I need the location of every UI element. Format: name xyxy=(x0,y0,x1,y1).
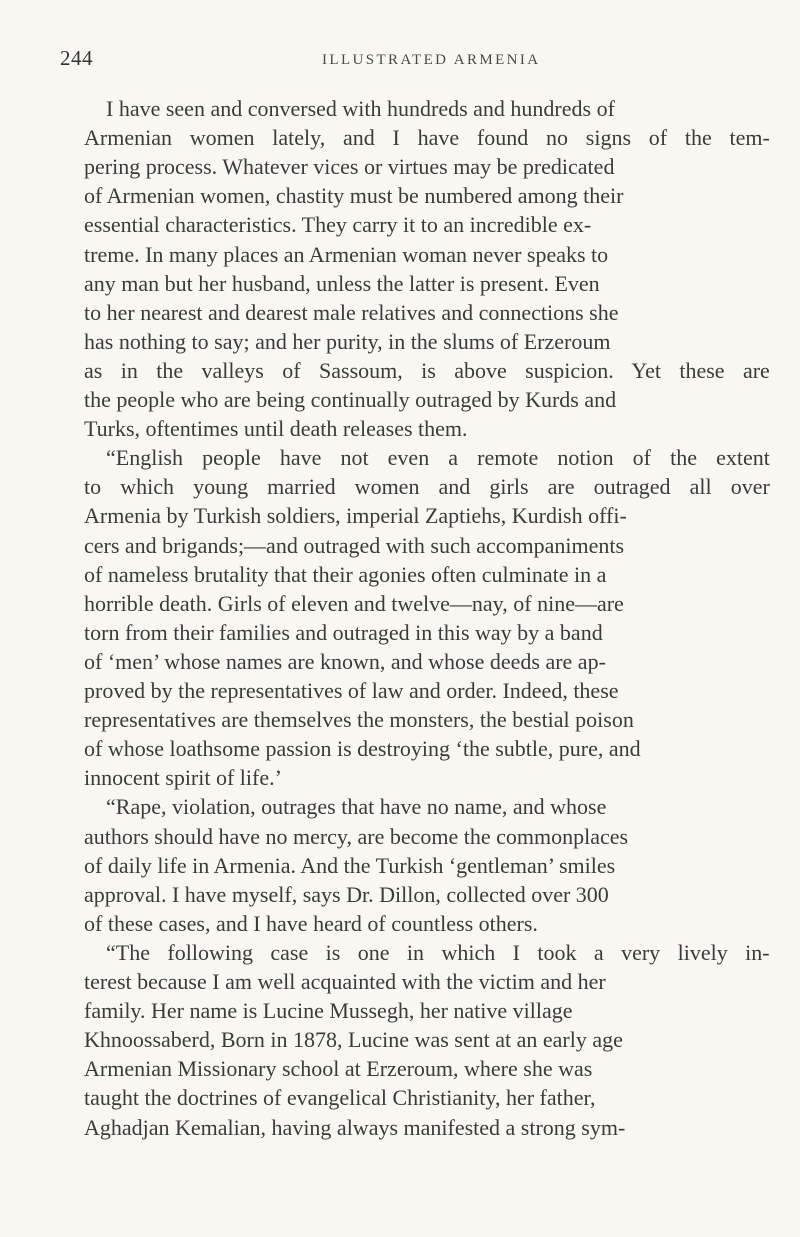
text-line: pering process. Whatever vices or virtues may be predicated xyxy=(84,154,615,180)
text-line: the people who are being continually outraged by Kurds and xyxy=(84,387,617,412)
text-line: of whose loathsome passion is destroying ‘the subtle, pure, and xyxy=(84,736,641,762)
text-line: taught the doctrines of evangelical Christianity, her father, xyxy=(84,1085,596,1111)
text-line: Aghadjan Kemalian, having always manifested a strong sym- xyxy=(84,1114,626,1140)
text-line: innocent spirit of life.’ xyxy=(84,765,282,791)
text-line: proved by the representatives of law and order. Indeed, these xyxy=(84,678,619,703)
text-line: has nothing to say; and her purity, in the slums of Erzeroum xyxy=(84,328,611,354)
text-line: of daily life in Armenia. And the Turkish ‘gentleman’ smiles xyxy=(84,852,616,878)
text-line: authors should have no mercy, are become the commonplaces xyxy=(84,823,629,849)
text-line: representatives are themselves the monsters, the bestial poison xyxy=(84,707,634,733)
text-line: any man but her husband, unless the latter is present. Even xyxy=(84,270,600,296)
text-line: of these cases, and I have heard of countless others. xyxy=(84,910,538,936)
text-line: “The following case is one in which I took a very lively in- xyxy=(106,939,770,965)
text-line: Armenian women lately, and I have found no signs of the tem- xyxy=(84,125,770,151)
text-line: torn from their families and outraged in this way by a band xyxy=(84,619,603,645)
text-line: Armenian Missionary school at Erzeroum, where she was xyxy=(84,1056,593,1082)
text-line: Turks, oftentimes until death releases them. xyxy=(84,416,468,442)
text-line: cers and brigands;—and outraged with such accompaniments xyxy=(84,532,625,558)
text-line: of Armenian women, chastity must be numbered among their xyxy=(84,183,624,209)
text-line: terest because I am well acquainted with the victim and her xyxy=(84,969,606,994)
text-line: essential characteristics. They carry it to an incredible ex- xyxy=(84,212,592,238)
text-line: horrible death. Girls of eleven and twelve—nay, of nine—are xyxy=(84,590,624,616)
text-line: “English people have not even a remote notion of the extent xyxy=(106,445,770,471)
text-line: I have seen and conversed with hundreds and hundreds of xyxy=(106,96,615,121)
text-line: “Rape, violation, outrages that have no name, and whose xyxy=(106,794,607,820)
text-line: as in the valleys of Sassoum, is above suspicion. Yet these are xyxy=(84,357,770,383)
text-line: to her nearest and dearest male relatives and connections she xyxy=(84,299,619,325)
running-head: ILLUSTRATED ARMENIA xyxy=(322,52,541,68)
text-line: family. Her name is Lucine Mussegh, her native village xyxy=(84,998,573,1024)
text-line: of nameless brutality that their agonies often culminate in a xyxy=(84,561,607,587)
page-header xyxy=(60,46,760,76)
text-line: Khnoossaberd, Born in 1878, Lucine was sent at an early age xyxy=(84,1027,623,1053)
text-line: approval. I have myself, says Dr. Dillon, collected over 300 xyxy=(84,881,609,907)
text-line: to which young married women and girls are outraged all over xyxy=(84,474,770,500)
page-number: 244 xyxy=(60,46,93,70)
text-line: treme. In many places an Armenian woman never speaks to xyxy=(84,241,609,267)
text-line: of ‘men’ whose names are known, and whose deeds are ap- xyxy=(84,648,606,674)
text-line: Armenia by Turkish soldiers, imperial Zaptiehs, Kurdish offi- xyxy=(84,503,627,529)
